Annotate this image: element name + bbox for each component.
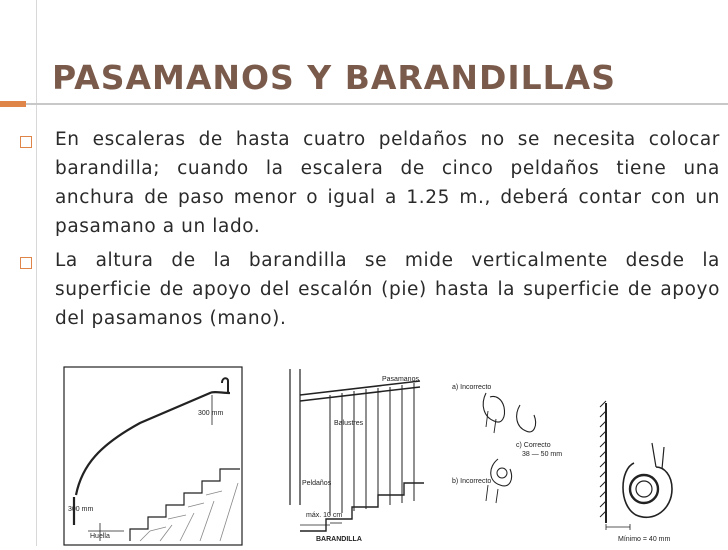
grip-incorrect-a-label: a) Incorrecto — [452, 384, 492, 391]
grip-incorrect-b-label: b) Incorrecto — [452, 478, 492, 485]
figures-strip — [0, 355, 728, 546]
bullet-text: En escaleras de hasta cuatro peldaños no se necesita colocar barandilla; cuando la escalera de cinco peldaños tiene una anchura de paso menor o igual a 1.25 m., deberá contar con un pasamano a un lado. — [55, 129, 720, 237]
railing-peldanos-label: Peldaños — [302, 480, 332, 487]
railing-max-label: máx. 10 cm — [306, 512, 343, 519]
stair-dim-bottom-label: 300 mm — [68, 506, 94, 513]
railing-figure — [290, 369, 424, 531]
grip-correct-c-label: c) Correcto — [516, 442, 551, 449]
stair-figure — [64, 367, 242, 545]
stair-dim-top-label: 300 mm — [198, 410, 224, 417]
slide-title: PASAMANOS Y BARANDILLAS — [52, 58, 616, 97]
stair-huella-label: Huella — [90, 533, 110, 540]
title-accent-block — [0, 101, 26, 107]
wall-figure — [600, 401, 672, 530]
figures-drawing — [0, 355, 728, 546]
title-underline — [0, 103, 728, 105]
bullet-text: La altura de la barandilla se mide verticalmente desde la superficie de apoyo del escalón (pie) hasta la superficie de apoyo del pasamanos (mano). — [55, 250, 720, 329]
railing-caption: BARANDILLA — [316, 536, 362, 543]
railing-pasamanos-label: Pasamanos — [382, 376, 419, 383]
bullet-square-icon — [20, 257, 32, 269]
railing-balustres-label: Balustres — [334, 420, 364, 427]
grip-correct-range-label: 38 — 50 mm — [522, 451, 563, 458]
wall-minimo-label: Mínimo = 40 mm — [618, 536, 671, 543]
bullet-square-icon — [20, 136, 32, 148]
